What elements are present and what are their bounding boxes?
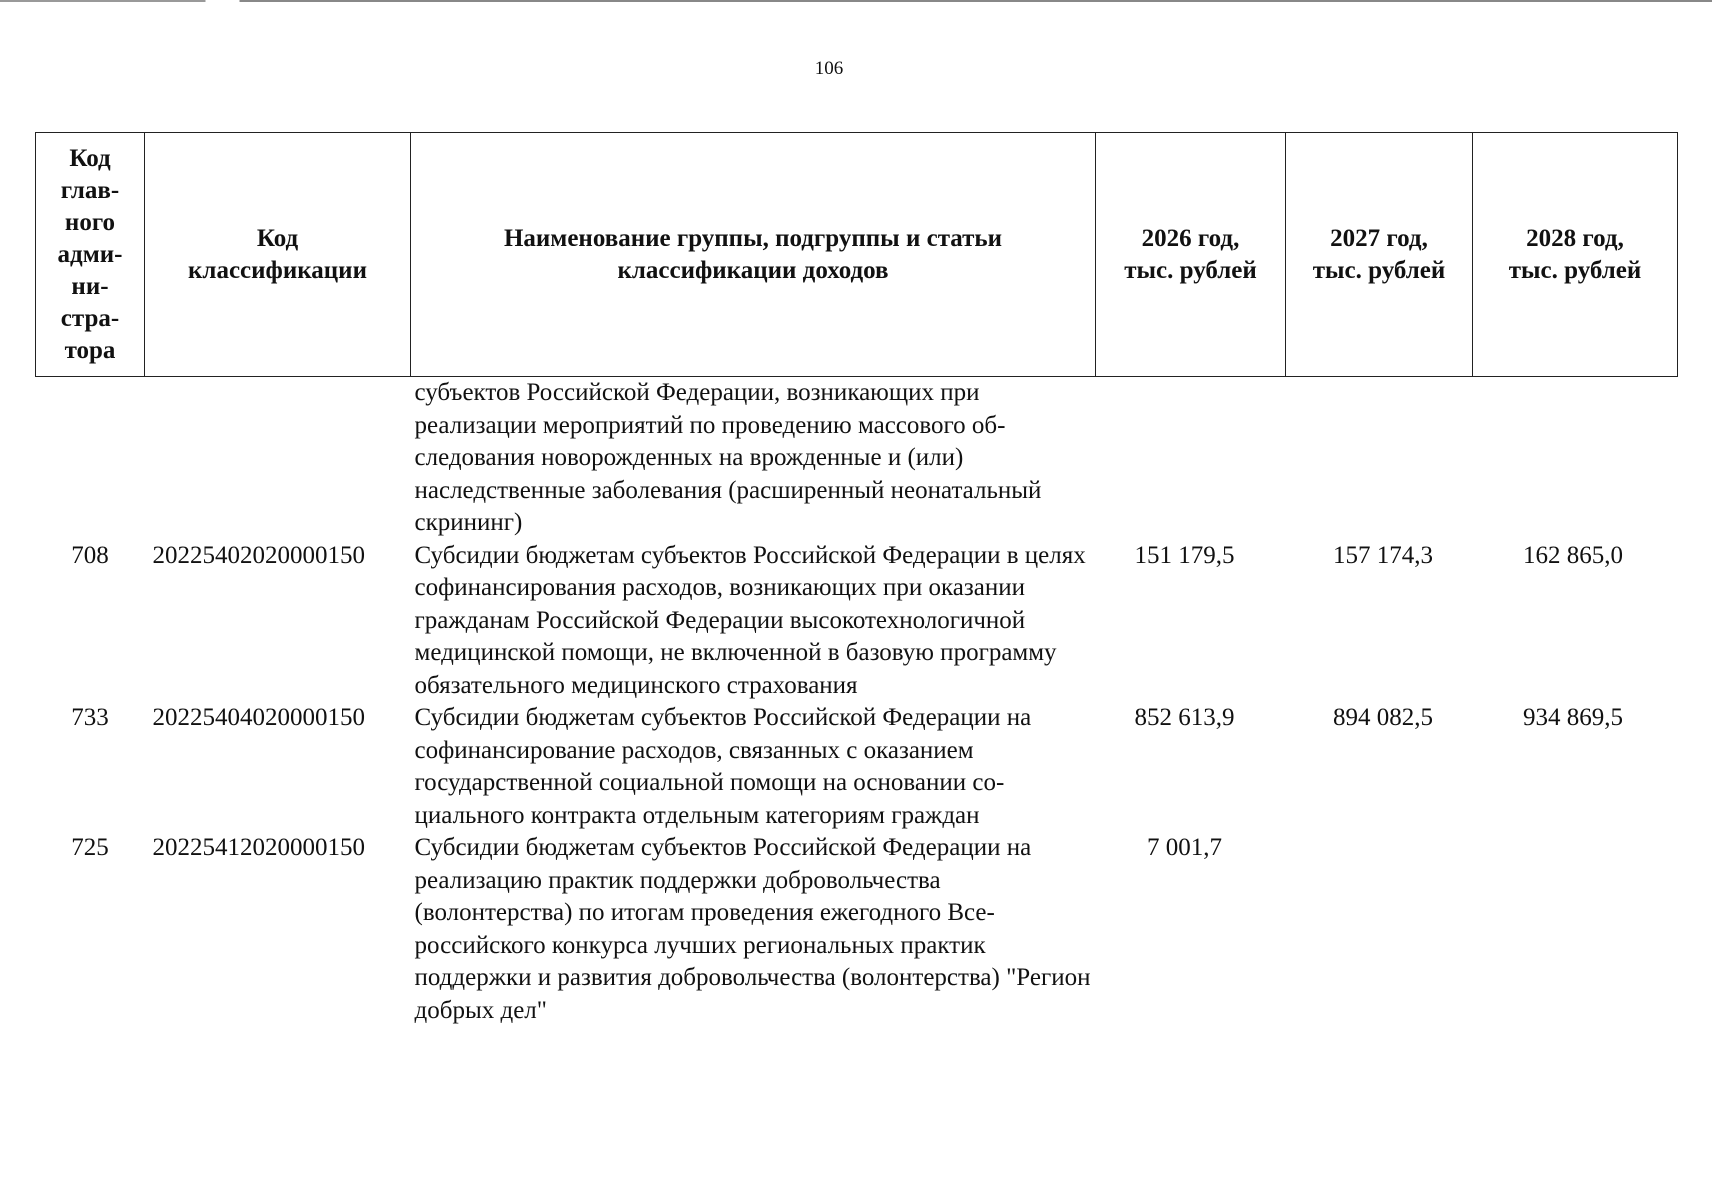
amount-2026-cell: 852 613,9 [1134, 704, 1235, 731]
table-body [36, 377, 1678, 1028]
amount-2027-cell: 894 082,5 [1333, 704, 1433, 731]
amount-2027-cell: 157 174,3 [1333, 541, 1433, 569]
header-year-2026 [1096, 133, 1286, 377]
header-year-2026-line: 2026 год, [1141, 224, 1240, 252]
table-row [36, 702, 1678, 832]
admin-code-cell: 725 [71, 834, 109, 861]
amount-2028-cell [1473, 832, 1678, 1027]
amount-2027-cell [1286, 377, 1473, 540]
admin-code-cell [36, 377, 145, 540]
header-year-2028-line: 2028 год, [1526, 224, 1624, 252]
table-row [36, 540, 1678, 703]
header-year-2026-line: тыс. рублей [1124, 256, 1257, 284]
header-name-line: Наименование группы, подгруппы и статьи [503, 224, 1003, 252]
amount-2027-cell [1286, 832, 1473, 1027]
header-class-code-line: Код [256, 224, 299, 252]
header-admin-code-line: глав- [60, 176, 120, 204]
table-header [36, 133, 1678, 377]
amount-2028-cell: 162 865,0 [1523, 541, 1623, 569]
amount-2026-cell: 151 179,5 [1134, 541, 1235, 569]
header-name-line: классификации доходов [617, 256, 889, 284]
classification-code-cell: 20225412020000150 [152, 834, 365, 861]
header-row [36, 133, 1678, 377]
header-admin-code-line: тора [64, 336, 116, 364]
amount-2028-cell [1473, 377, 1678, 540]
header-admin-code-line: стра- [60, 304, 120, 332]
income-name-cell: Субсидии бюджетам субъектов Российской Федерации в целях софинансирования расходов, возникающих при оказании гражданам Российской Федерации высокотехнологичной медицинской помощи, не включенной в базовую программу обязательного медицинского страхования [414, 541, 1086, 699]
classification-code-cell: 20225402020000150 [152, 541, 365, 569]
header-admin-code [36, 133, 145, 377]
income-name-cell: Субсидии бюджетам субъектов Российской Федерации на софинансирование расходов, связанных с оказанием государственной социальной помощи на основании социального контракта отдельным категориям граждан [414, 704, 1032, 829]
header-class-code [145, 133, 411, 377]
header-class-code-line: классификации [188, 256, 367, 284]
income-name-cell: субъектов Российской Федерации, возникающих при реализации мероприятий по проведению массового обследования новорожденных на врожденные и (или) наследственные заболевания (расширенный неонатальный скрининг) [414, 379, 1042, 536]
header-admin-code-line: ного [64, 208, 116, 236]
header-year-2028 [1473, 133, 1678, 377]
amount-2026-cell: 7 001,7 [1147, 834, 1222, 861]
page-number: 106 [814, 58, 844, 79]
header-year-2027-line: тыс. рублей [1312, 256, 1446, 284]
table-row [36, 377, 1678, 540]
header-admin-code-line: Код [69, 144, 111, 172]
classification-code-cell [145, 377, 411, 540]
admin-code-cell: 708 [71, 541, 109, 569]
scan-edge-line [0, 0, 1712, 2]
income-name-cell: Субсидии бюджетам субъектов Российской Федерации на реализацию практик поддержки добровольчества (волонтерства) по итогам проведения ежегодного Всероссийского конкурса лучших региональных практик поддержки и развития добровольчества (волонтерства) "Регион добрых дел" [414, 834, 1091, 1024]
amount-2028-cell: 934 869,5 [1523, 704, 1623, 731]
admin-code-cell: 733 [71, 704, 109, 731]
table-row [36, 832, 1678, 1027]
amount-2026-cell [1096, 377, 1286, 540]
income-classification-table [35, 132, 1678, 1027]
classification-code-cell: 20225404020000150 [152, 704, 365, 731]
header-year-2028-line: тыс. рублей [1508, 256, 1642, 284]
header-year-2027 [1286, 133, 1473, 377]
header-admin-code-line: ни- [71, 272, 109, 300]
header-year-2027-line: 2027 год, [1330, 224, 1428, 252]
header-admin-code-line: адми- [57, 240, 123, 268]
header-name [411, 133, 1096, 377]
